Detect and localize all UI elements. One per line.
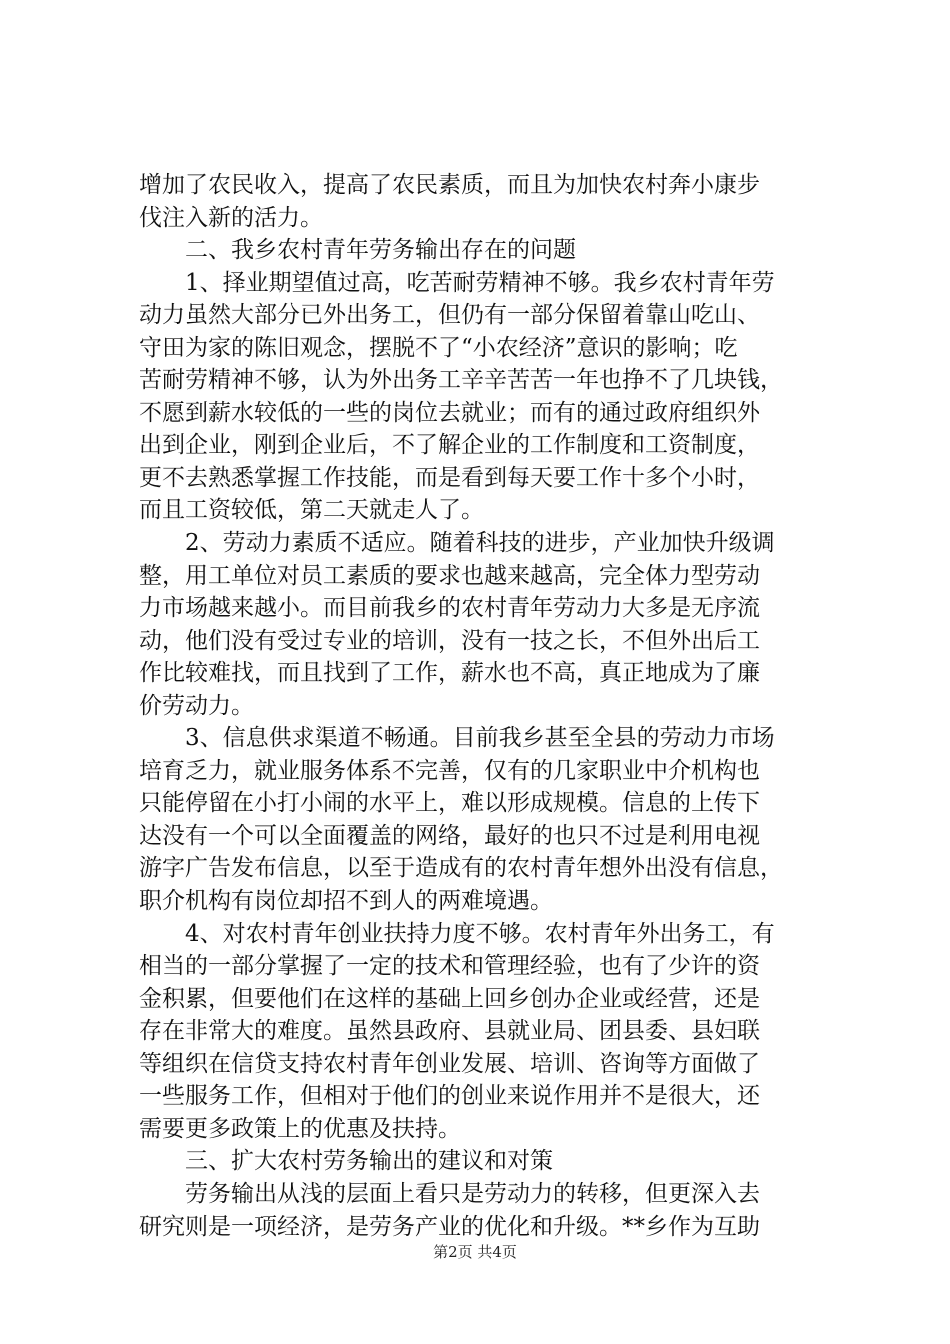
text-line: 4、对农村青年创业扶持力度不够。农村青年外出务工，有 [185, 920, 775, 947]
text-line: 更不去熟悉掌握工作技能，而是看到每天要工作十多个小时， [139, 464, 760, 491]
text-line: 存在非常大的难度。虽然县政府、县就业局、团县委、县妇联 [139, 1018, 760, 1045]
text-line: 只能停留在小打小闹的水平上，难以形成规模。信息的上传下 [139, 790, 760, 817]
text-line: 职介机构有岗位却招不到人的两难境遇。 [139, 888, 553, 915]
text-line: 出到企业，刚到企业后，不了解企业的工作制度和工资制度， [139, 432, 760, 459]
text-line: 作比较难找，而且找到了工作，薪水也不高，真正地成为了廉 [139, 660, 760, 687]
text-line: 苦耐劳精神不够，认为外出务工辛辛苦苦一年也挣不了几块钱， [139, 367, 783, 394]
text-line: 需要更多政策上的优惠及扶持。 [139, 1115, 461, 1142]
text-line: 价劳动力。 [139, 692, 254, 719]
page-footer: 第2页 共4页 [433, 1243, 517, 1261]
text-line: 守田为家的陈旧观念，摆脱不了“小农经济”意识的影响；吃 [139, 334, 738, 361]
text-line: 游字广告发布信息，以至于造成有的农村青年想外出没有信息， [139, 855, 783, 882]
text-line: 劳务输出从浅的层面上看只是劳动力的转移，但更深入去 [185, 1180, 760, 1207]
text-line: 3、信息供求渠道不畅通。目前我乡甚至全县的劳动力市场 [185, 725, 775, 752]
text-line: 伐注入新的活力。 [139, 204, 323, 231]
text-line: 1、择业期望值过高，吃苦耐劳精神不够。我乡农村青年劳 [185, 269, 775, 296]
text-line: 等组织在信贷支持农村青年创业发展、培训、咨询等方面做了 [139, 1050, 760, 1077]
document-body [139, 169, 829, 1243]
text-line: 研究则是一项经济，是劳务产业的优化和升级。**乡作为互助 [139, 1213, 760, 1240]
text-line: 培育乏力，就业服务体系不完善，仅有的几家职业中介机构也 [139, 757, 760, 784]
text-line: 动，他们没有受过专业的培训，没有一技之长，不但外出后工 [139, 627, 760, 654]
text-line: 三、扩大农村劳务输出的建议和对策 [185, 1148, 553, 1175]
text-line: 力市场越来越小。而目前我乡的农村青年劳动力大多是无序流 [139, 595, 760, 622]
text-line: 而且工资较低，第二天就走人了。 [139, 497, 484, 524]
text-line: 2、劳动力素质不适应。随着科技的进步，产业加快升级调 [185, 530, 775, 557]
text-line: 金积累，但要他们在这样的基础上回乡创办企业或经营，还是 [139, 985, 760, 1012]
text-line: 二、我乡农村青年劳务输出存在的问题 [185, 237, 576, 264]
text-line: 不愿到薪水较低的一些的岗位去就业；而有的通过政府组织外 [139, 399, 760, 426]
text-line: 动力虽然大部分已外出务工，但仍有一部分保留着靠山吃山、 [139, 302, 760, 329]
text-line: 达没有一个可以全面覆盖的网络，最好的也只不过是利用电视 [139, 822, 760, 849]
text-line: 增加了农民收入，提高了农民素质，而且为加快农村奔小康步 [139, 172, 760, 198]
text-line: 相当的一部分掌握了一定的技术和管理经验，也有了少许的资 [139, 953, 760, 980]
text-line: 一些服务工作，但相对于他们的创业来说作用并不是很大，还 [139, 1083, 760, 1110]
text-line: 整，用工单位对员工素质的要求也越来越高，完全体力型劳动 [139, 562, 760, 589]
